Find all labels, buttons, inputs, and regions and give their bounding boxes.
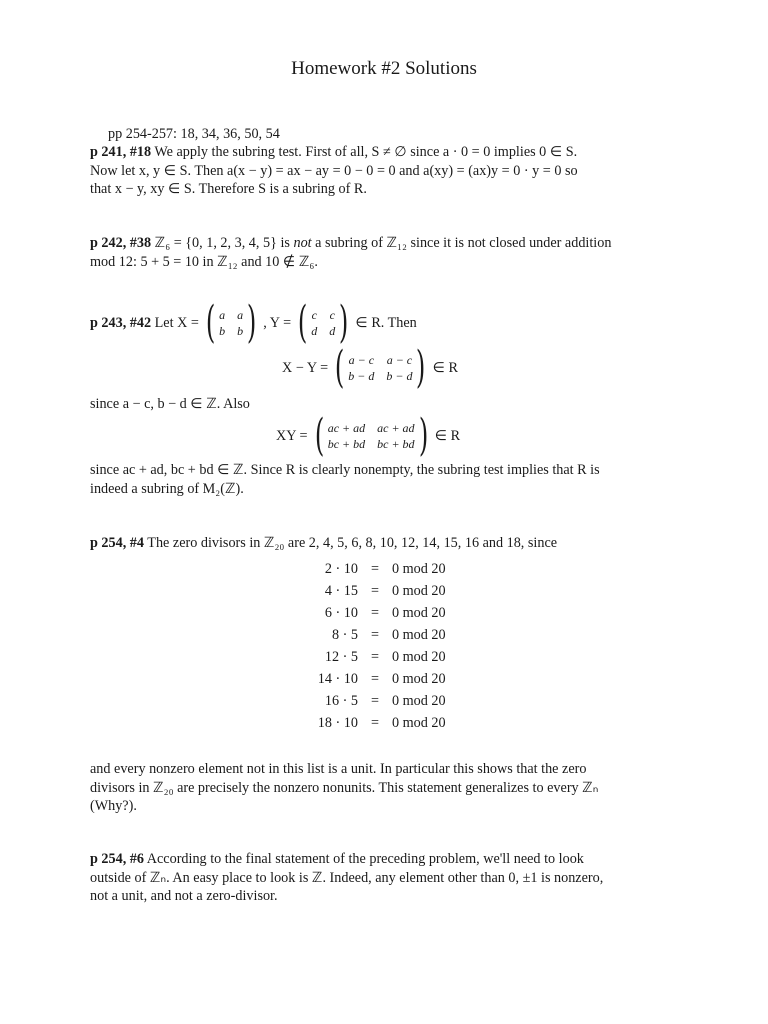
assigned-problems: pp 254-257: 18, 34, 36, 50, 54 (108, 126, 280, 142)
problem-38-not: not (293, 235, 312, 251)
problem-38 (90, 234, 680, 271)
problem-4-conclusion (90, 760, 680, 816)
problem-42-conclusion (90, 461, 680, 498)
row-rhs: 0 mod 20 (392, 604, 446, 621)
row-lhs: 4 · 15 (324, 582, 358, 599)
zero-divisor-table (300, 558, 472, 734)
table-row (300, 712, 472, 734)
matrix-entry: d (311, 324, 318, 338)
problem-6 (90, 850, 680, 906)
table-row (300, 646, 472, 668)
row-rhs: 0 mod 20 (392, 582, 446, 599)
table-row (300, 690, 472, 712)
problem-6-line-3: not a unit, and not a zero-divisor. (90, 888, 278, 904)
row-rhs: 0 mod 20 (392, 692, 446, 709)
matrix-entry: b − d (386, 369, 413, 383)
matrix-entry: a (237, 308, 244, 322)
matrix-entry: bc + bd (327, 437, 366, 451)
matrix-entry: b (219, 324, 226, 338)
difference-equation (282, 342, 459, 393)
row-eq: = (370, 626, 379, 643)
problem-18-line-2: Now let x, y ∈ S. Then a(x − y) = ax − ay = 0 − 0 = 0 and a(xy) = (ax)y = 0 · y = 0 so (90, 162, 578, 179)
problem-38-line-1c: a subring of ℤ₁₂ since it is not closed under addition (311, 235, 612, 251)
row-eq: = (370, 648, 379, 665)
problem-6-line-1: According to the final statement of the preceding problem, we'll need to look (146, 851, 584, 867)
problem-42-line-1 (90, 297, 417, 348)
matrix-entry: a − c (386, 353, 413, 367)
problem-38-line-2: mod 12: 5 + 5 = 10 in ℤ₁₂ and 10 ∉ ℤ₆. (90, 253, 318, 270)
row-lhs: 2 · 10 (324, 560, 358, 577)
table-row (300, 668, 472, 690)
product-equation (276, 410, 461, 461)
table-row (300, 558, 472, 580)
difference-lhs: X − Y = (282, 359, 329, 376)
row-rhs: 0 mod 20 (392, 560, 446, 577)
row-eq: = (370, 560, 379, 577)
row-rhs: 0 mod 20 (392, 670, 446, 687)
row-lhs: 16 · 5 (324, 692, 358, 709)
problem-6-heading: p 254, #6 (90, 851, 144, 867)
problem-42-heading: p 243, #42 (90, 314, 152, 331)
matrix-difference: ( a − c a − c b − d b − d ) (334, 342, 426, 393)
matrix-entry: c (311, 308, 317, 322)
problem-18-line-3: that x − y, xy ∈ S. Therefore S is a subring of R. (90, 181, 367, 197)
matrix-entry: b (237, 324, 244, 338)
table-row (300, 602, 472, 624)
matrix-product: ( ac + ad ac + ad bc + bd bc + bd ) (314, 410, 428, 461)
row-eq: = (370, 670, 379, 687)
problem-42-since-2b: indeed a subring of M₂(ℤ). (90, 480, 244, 497)
problem-4-after-2: divisors in ℤ₂₀ are precisely the nonzero nonunits. This statement generalizes to every ℤₙ (90, 779, 599, 796)
row-lhs: 8 · 5 (331, 626, 358, 643)
row-eq: = (370, 714, 379, 731)
page-title: Homework #2 Solutions (291, 58, 477, 79)
row-eq: = (370, 582, 379, 599)
matrix-y: ( c c d d ) (297, 297, 349, 348)
row-lhs: 18 · 10 (317, 714, 358, 731)
problem-4-after-1: and every nonzero element not in this list is a unit. In particular this shows that the zero (90, 761, 587, 777)
row-lhs: 12 · 5 (324, 648, 358, 665)
problem-42-since-2a: since ac + ad, bc + bd ∈ ℤ. Since R is clearly nonempty, the subring test implies that R is (90, 462, 600, 478)
product-lhs: XY = (276, 427, 308, 444)
problem-4 (90, 534, 680, 553)
matrix-x: ( a a b b ) (205, 297, 257, 348)
problem-18-heading: p 241, #18 (90, 144, 152, 160)
let-x-label: Let X = (154, 314, 199, 331)
matrix-entry: bc + bd (377, 437, 415, 451)
row-eq: = (370, 692, 379, 709)
in-r: ∈ R (434, 427, 461, 444)
matrix-entry: a (219, 308, 226, 322)
table-row (300, 580, 472, 602)
in-r-then: ∈ R. Then (355, 314, 417, 331)
matrix-entry: d (329, 324, 336, 338)
row-eq: = (370, 604, 379, 621)
problem-38-line-1a: ℤ₆ = {0, 1, 2, 3, 4, 5} is (154, 235, 294, 251)
matrix-entry: c (329, 308, 335, 322)
comma-y-label: , Y = (263, 314, 292, 331)
problem-4-heading: p 254, #4 (90, 535, 144, 551)
row-rhs: 0 mod 20 (392, 648, 446, 665)
in-r: ∈ R (432, 359, 459, 376)
problem-4-after-3: (Why?). (90, 798, 137, 814)
matrix-entry: a − c (348, 353, 375, 367)
row-rhs: 0 mod 20 (392, 626, 446, 643)
row-lhs: 14 · 10 (317, 670, 358, 687)
problem-18 (90, 143, 680, 199)
matrix-entry: ac + ad (327, 421, 366, 435)
table-row (300, 624, 472, 646)
matrix-entry: b − d (348, 369, 375, 383)
problem-18-line-1: We apply the subring test. First of all, S ≠ ∅ since a · 0 = 0 implies 0 ∈ S. (154, 144, 578, 160)
problem-42-since-1: since a − c, b − d ∈ ℤ. Also (90, 396, 250, 412)
problem-4-intro: The zero divisors in ℤ₂₀ are 2, 4, 5, 6, 8, 10, 12, 14, 15, 16 and 18, since (147, 535, 558, 551)
problem-6-line-2: outside of ℤₙ. An easy place to look is ℤ. Indeed, any element other than 0, ±1 is nonzero, (90, 869, 604, 886)
row-lhs: 6 · 10 (324, 604, 358, 621)
matrix-entry: ac + ad (377, 421, 415, 435)
row-rhs: 0 mod 20 (392, 714, 446, 731)
problem-38-heading: p 242, #38 (90, 235, 152, 251)
